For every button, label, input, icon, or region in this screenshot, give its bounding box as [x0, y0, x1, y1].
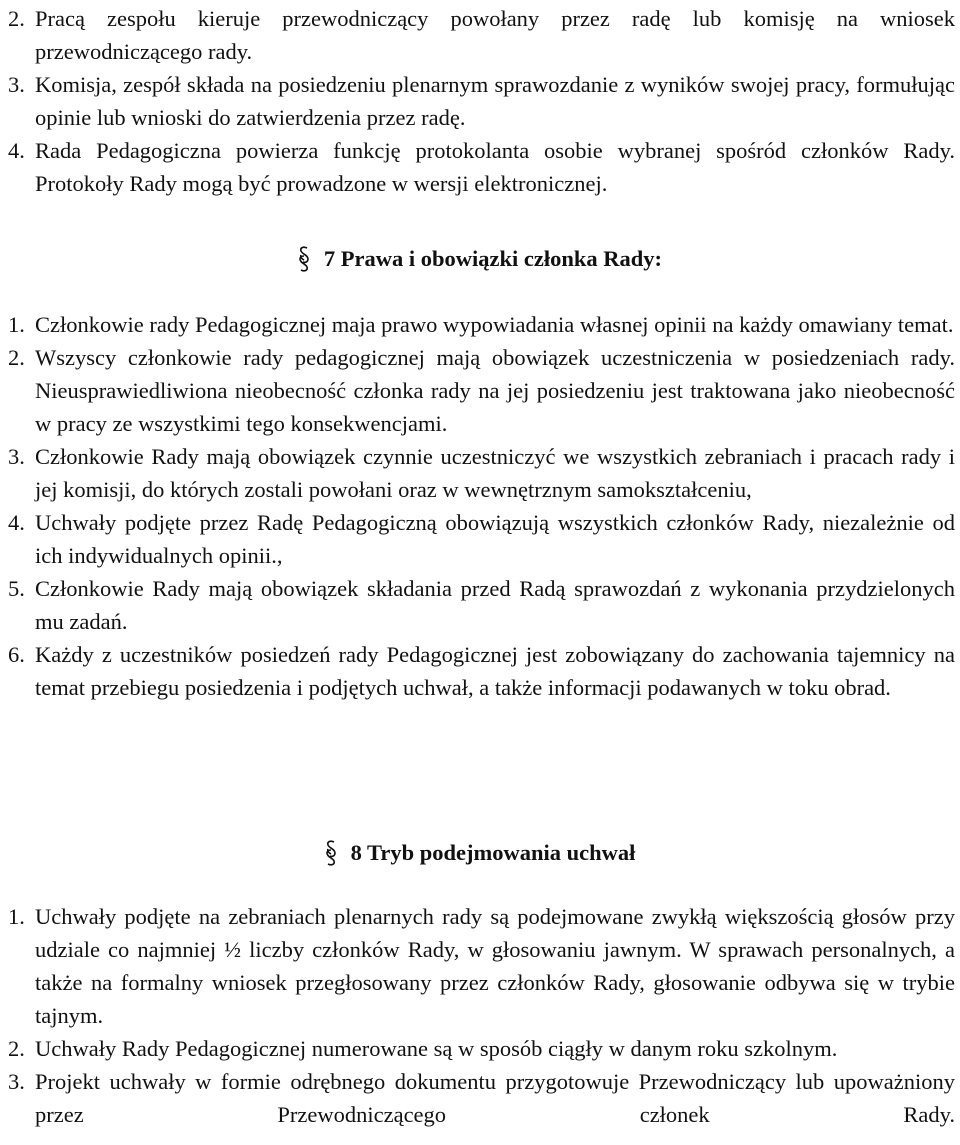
list-item — [8, 1032, 955, 1065]
item-text: Wszyscy członkowie rady pedagogicznej mają obowiązek uczestniczenia w posiedzeniach rady. Nieusprawiedliwiona nieobecność członka rady na jej posiedzeniu jest traktowana jako nieobecność w pracy ze wszystkimi tego konsekwencjami. — [35, 345, 955, 436]
item-number: 3. — [8, 444, 25, 469]
section-title: 8 Tryb podejmowania uchwał — [350, 840, 636, 865]
item-number: 6. — [8, 642, 25, 667]
section-7-heading — [0, 244, 960, 274]
section-8-heading — [0, 838, 960, 868]
item-number: 1. — [8, 904, 25, 929]
item-number: 4. — [8, 138, 25, 163]
list-item — [8, 900, 955, 1032]
item-number: 4. — [8, 510, 25, 535]
item-number: 1. — [8, 312, 25, 337]
item-text: Członkowie Rady mają obowiązek składania przed Radą sprawozdań z wykonania przydzielonych mu zadań. — [35, 576, 955, 634]
item-number: 2. — [8, 1036, 25, 1061]
item-number: 2. — [8, 345, 25, 370]
top-numbered-list — [8, 2, 955, 200]
item-number: 2. — [8, 6, 25, 31]
item-text: Komisja, zespół składa na posiedzeniu plenarnym sprawozdanie z wyników swojej pracy, formułując opinie lub wnioski do zatwierdzenia przez radę. — [35, 72, 955, 130]
item-text: Uchwały podjęte na zebraniach plenarnych rady są podejmowane zwykłą większością głosów przy udziale co najmniej ½ liczby członków Rady, w głosowaniu jawnym. W sprawach personalnych, a także na formalny wniosek przegłosowany przez członków Rady, głosowanie odbywa się w trybie tajnym. — [35, 904, 955, 1028]
list-item — [8, 134, 955, 200]
list-item — [8, 308, 955, 341]
item-text: Członkowie Rady mają obowiązek czynnie uczestniczyć we wszystkich zebraniach i pracach rady i jej komisji, do których zostali powołani oraz w wewnętrznym samokształceniu, — [35, 444, 955, 502]
section-sign-icon — [298, 245, 310, 273]
section-8-list — [8, 900, 955, 1131]
list-item — [8, 341, 955, 440]
item-text: Uchwały Rady Pedagogicznej numerowane są w sposób ciągły w danym roku szkolnym. — [35, 1036, 838, 1061]
item-text: Rada Pedagogiczna powierza funkcję protokolanta osobie wybranej spośród członków Rady. Protokoły Rady mogą być prowadzone w wersji elektronicznej. — [35, 138, 955, 196]
list-item — [8, 2, 955, 68]
item-number: 3. — [8, 72, 25, 97]
item-number: 5. — [8, 576, 25, 601]
item-text: Uchwały podjęte przez Radę Pedagogiczną obowiązują wszystkich członków Rady, niezależnie od ich indywidualnych opinii., — [35, 510, 955, 568]
list-item — [8, 638, 955, 704]
list-item — [8, 1065, 955, 1131]
section-title: 7 Prawa i obowiązki członka Rady: — [323, 246, 663, 271]
item-text: Pracą zespołu kieruje przewodniczący powołany przez radę lub komisję na wniosek przewodniczącego rady. — [35, 6, 955, 64]
list-item — [8, 440, 955, 506]
list-item — [8, 572, 955, 638]
list-item — [8, 68, 955, 134]
item-text: Projekt uchwały w formie odrębnego dokumentu przygotowuje Przewodniczący lub upoważniony przez Przewodniczącego członek Rady. — [35, 1069, 955, 1127]
section-7-list — [8, 308, 955, 704]
list-item — [8, 506, 955, 572]
item-text: Każdy z uczestników posiedzeń rady Pedagogicznej jest zobowiązany do zachowania tajemnicy na temat przebiegu posiedzenia i podjętych uchwał, a także informacji podawanych w toku obrad. — [35, 642, 955, 700]
item-text: Członkowie rady Pedagogicznej maja prawo wypowiadania własnej opinii na każdy omawiany temat. — [35, 312, 954, 337]
item-number: 3. — [8, 1069, 25, 1094]
section-sign-icon — [325, 839, 337, 867]
